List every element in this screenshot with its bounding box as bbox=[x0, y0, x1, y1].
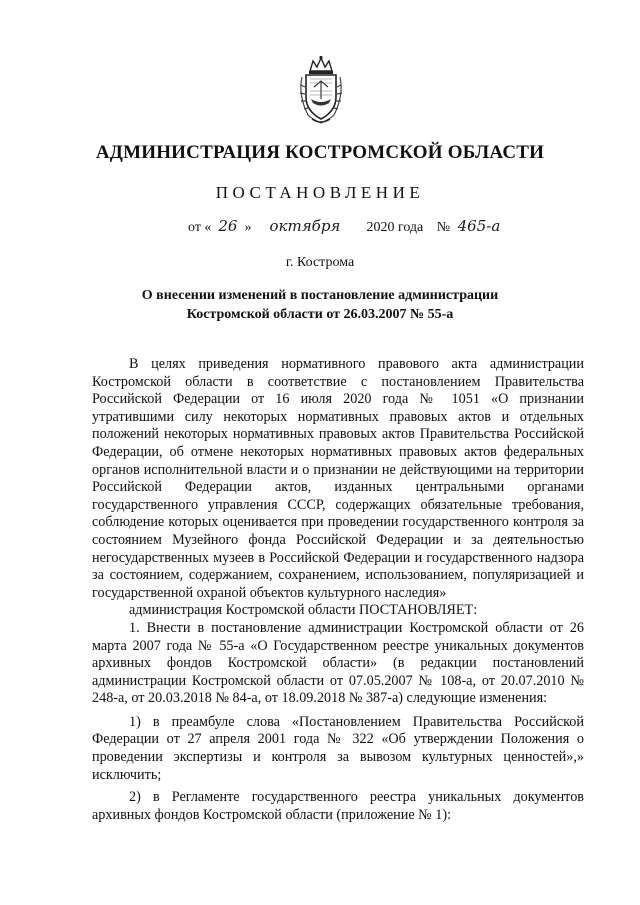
date-month-handwritten: октября bbox=[269, 217, 341, 235]
organization-name: АДМИНИСТРАЦИЯ КОСТРОМСКОЙ ОБЛАСТИ bbox=[95, 142, 545, 163]
document-title bbox=[0, 286, 640, 324]
city: г. Кострома bbox=[285, 255, 355, 270]
date-day-handwritten: 26 bbox=[218, 217, 238, 235]
title-line-1: О внесении изменений в постановление администрации bbox=[141, 288, 499, 303]
item-1-paragraph: 1. Внести в постановление администрации Костромской области от 26 марта 2007 года № 55-а «О Государственном реестре уникальных документов архивных фондов Костромской области» (в редакции постановлений администрации Костромской области от 07.05.2007 № 108-а, от 20.07.2010 № 248-а, от 20.03.2018 № 84-а, от 18.09.2018 № 387-а) следующие изменения: bbox=[92, 619, 584, 707]
subitem-1-paragraph: 1) в преамбуле слова «Постановлением Правительства Российской Федерации от 27 апреля 2001 года № 322 «Об утверждении Положения о проведении экспертизы и контроля за вывозом культурных ценностей»,» исключить; bbox=[92, 713, 584, 783]
document-number-handwritten: 465-а bbox=[457, 217, 501, 235]
date-quote-close: » bbox=[244, 220, 252, 235]
document-body bbox=[92, 356, 584, 824]
number-prefix: № bbox=[436, 220, 451, 235]
date-year: 2020 года bbox=[366, 220, 424, 235]
preamble-paragraph: В целях приведения нормативного правового акта администрации Костромской области в соответствие с постановлением Правительства Российской Федерации от 16 июля 2020 года № 1051 «О признании утратившими силу некоторых нормативных правовых актов и отдельных положений некоторых нормативных правовых актов Правительства Российской Федерации, об отмене некоторых нормативных правовых актов федеральных органов исполнительной власти и о признании не действующими на территории Российской Федерации актов, изданных центральными органами государственного управления СССР, содержащих обязательные требования, соблюдение которых оценивается при проведении государственного контроля за состоянием Музейного фонда Российской Федерации и за деятельностью негосударственных музеев в Российской Федерации и государственного надзора за состоянием, содержанием, сохранением, использованием, популяризацией и государственной охраной объектов культурного наследия» bbox=[92, 356, 584, 601]
document-type: ПОСТАНОВЛЕНИЕ bbox=[215, 183, 425, 202]
subitem-2-paragraph: 2) в Регламенте государственного реестра уникальных документов архивных фондов Костромской области (приложение № 1): bbox=[92, 789, 584, 823]
date-number-line bbox=[188, 217, 500, 236]
date-prefix: от « bbox=[188, 220, 212, 235]
coat-of-arms-emblem bbox=[296, 55, 346, 125]
resolution-line: администрация Костромской области ПОСТАНОВЛЯЕТ: bbox=[129, 602, 478, 619]
title-line-2: Костромской области от 26.03.2007 № 55-а bbox=[186, 307, 454, 322]
